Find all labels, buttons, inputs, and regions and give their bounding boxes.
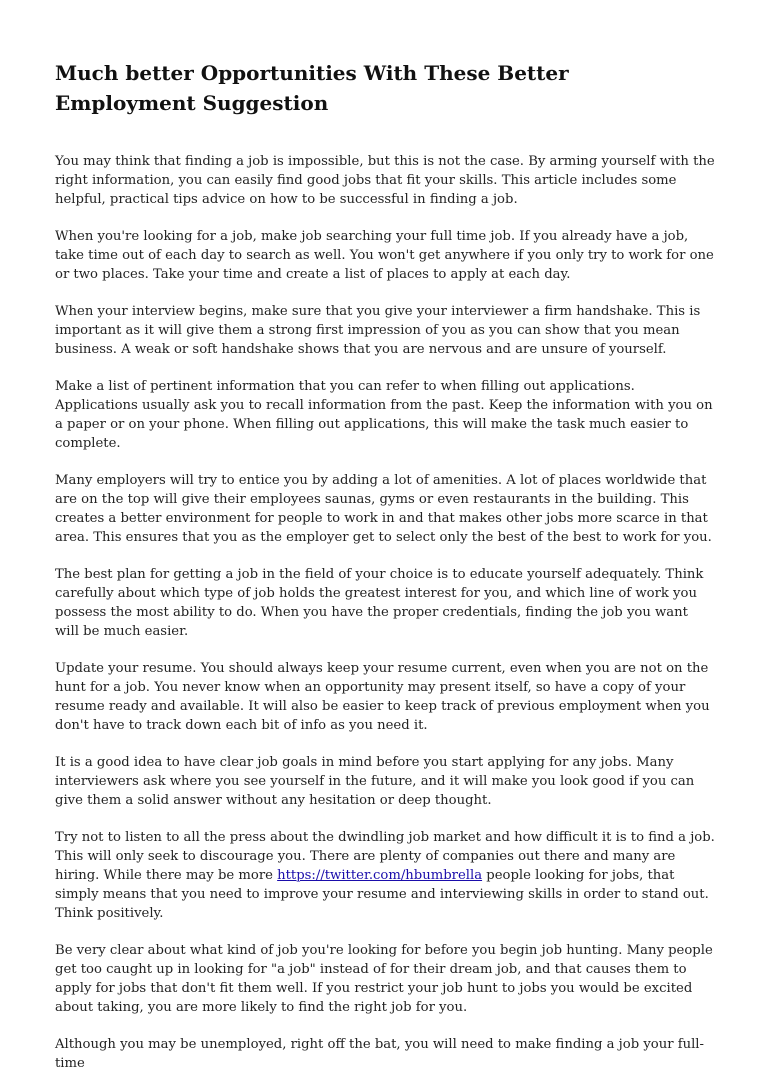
paragraph-9-after-text: people looking for jobs, that simply means that you need to improve your resume and interviewing skills in order to stand out. Think positively. [55, 868, 709, 921]
paragraph-3: When your interview begins, make sure that you give your interviewer a firm handshake. This is important as it will give them a strong first impression of you as you can show that you mean business. A weak or soft handshake shows that you are nervous and are unsure of yourself. [55, 304, 701, 357]
twitter-link[interactable]: https://twitter.com/hbumbrella [277, 868, 483, 883]
paragraph-9-before-text: Try not to listen to all the press about the dwindling job market and how difficult it is to find a job. This will only seek to discourage you. There are plenty of companies out there and many are hiring. While there may be more [55, 830, 715, 883]
paragraph-1: You may think that finding a job is impossible, but this is not the case. By arming yourself with the right information, you can easily find good jobs that fit your skills. This article includes some helpful, practical tips advice on how to be successful in finding a job. [55, 154, 715, 207]
paragraph-7: Update your resume. You should always keep your resume current, even when you are not on the hunt for a job. You never know when an opportunity may present itself, so have a copy of your resume ready and available. It will also be easier to keep track of previous employment when you don't have to track down each bit of info as you need it. [55, 661, 710, 733]
paragraph-9 [55, 828, 715, 923]
paragraph-8: It is a good idea to have clear job goals in mind before you start applying for any jobs. Many interviewers ask where you see yourself in the future, and it will make you look good if you can give them a solid answer without any hesitation or deep thought. [55, 755, 695, 808]
paragraph-6: The best plan for getting a job in the field of your choice is to educate yourself adequately. Think carefully about which type of job holds the greatest interest for you, and which line of work you possess the most ability to do. When you have the proper credentials, finding the job you want will be much easier. [55, 567, 704, 639]
document-page [55, 58, 715, 1091]
paragraph-2: When you're looking for a job, make job searching your full time job. If you already have a job, take time out of each day to search as well. You won't get anywhere if you only try to work for one or two places. Take your time and create a list of places to apply at each day. [55, 229, 714, 282]
paragraph-10: Be very clear about what kind of job you're looking for before you begin job hunting. Many people get too caught up in looking for "a job" instead of for their dream job, and that causes them to apply for jobs that don't fit them well. If you restrict your job hunt to jobs you would be excited about taking, you are more likely to find the right job for you. [55, 943, 713, 1015]
page-title: Much better Opportunities With These Better Employment Suggestion [55, 61, 569, 115]
paragraph-4: Make a list of pertinent information that you can refer to when filling out applications. Applications usually ask you to recall information from the past. Keep the information with you on a paper or on your phone. When filling out applications, this will make the task much easier to complete. [55, 379, 713, 451]
paragraph-11: Although you may be unemployed, right off the bat, you will need to make finding a job your full-time [55, 1037, 704, 1071]
paragraph-5: Many employers will try to entice you by adding a lot of amenities. A lot of places worldwide that are on the top will give their employees saunas, gyms or even restaurants in the building. This creates a better environment for people to work in and that makes other jobs more scarce in that area. This ensures that you as the employer get to select only the best of the best to work for you. [55, 473, 712, 545]
